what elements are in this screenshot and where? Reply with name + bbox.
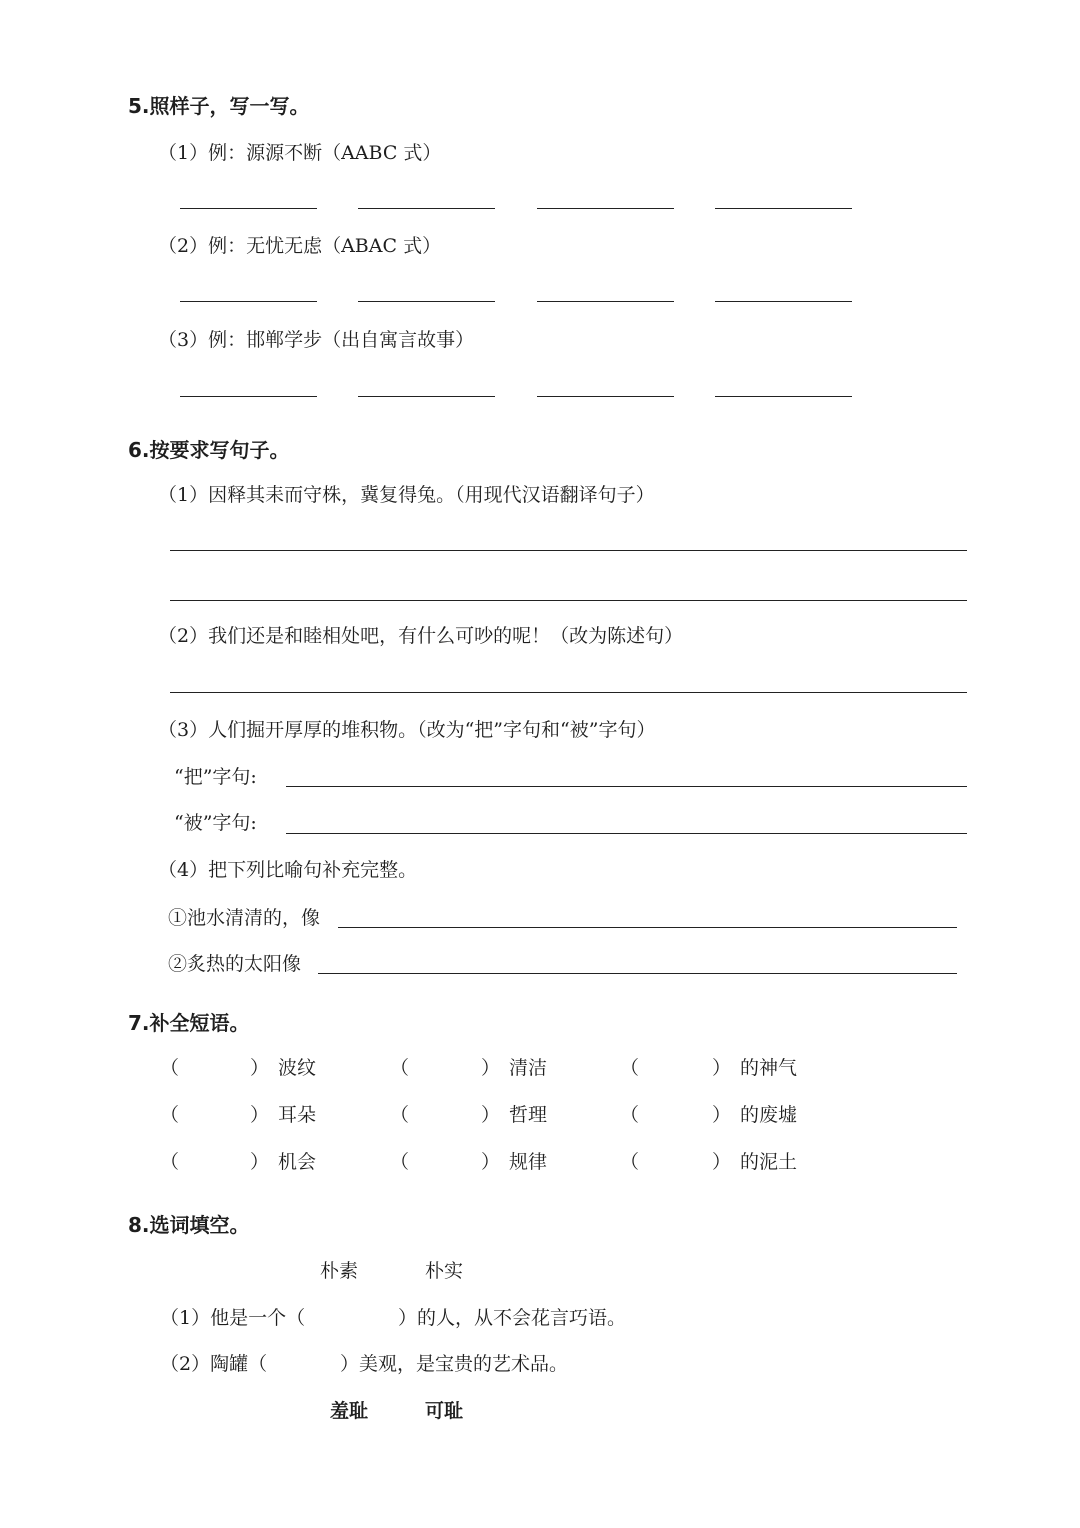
q6-item-1: （1）因释其耒而守株，冀复得兔。（用现代汉语翻译句子） bbox=[158, 484, 655, 506]
answer-blank[interactable] bbox=[180, 396, 317, 397]
paren-close: ） bbox=[250, 1104, 270, 1126]
paren-open: （ bbox=[620, 1104, 640, 1126]
q6-title: 6.按要求写句子。 bbox=[128, 438, 290, 462]
phrase-word: 哲理 bbox=[509, 1104, 548, 1126]
paren-open: （ bbox=[390, 1151, 410, 1173]
paren-open: （ bbox=[160, 1104, 180, 1126]
simile-1-line[interactable] bbox=[338, 927, 957, 928]
q8-sentence-1-end: ）的人，从不会花言巧语。 bbox=[398, 1307, 627, 1329]
answer-blank[interactable] bbox=[537, 301, 674, 302]
answer-line[interactable] bbox=[170, 600, 967, 601]
paren-close: ） bbox=[481, 1104, 501, 1126]
paren-close: ） bbox=[481, 1151, 501, 1173]
answer-blank[interactable] bbox=[180, 301, 317, 302]
q5-item-3-label: （3）例：邯郸学步（出自寓言故事） bbox=[158, 329, 475, 351]
q6-item-2: （2）我们还是和睦相处吧，有什么可吵的呢！（改为陈述句） bbox=[158, 625, 684, 647]
phrase-word: 的神气 bbox=[740, 1057, 798, 1079]
word-choice: 朴实 bbox=[425, 1260, 464, 1282]
phrase-word: 波纹 bbox=[278, 1057, 317, 1079]
phrase-word: 清洁 bbox=[509, 1057, 548, 1079]
answer-blank[interactable] bbox=[715, 396, 852, 397]
simile-2-line[interactable] bbox=[318, 973, 957, 974]
answer-blank[interactable] bbox=[358, 301, 495, 302]
answer-blank[interactable] bbox=[180, 208, 317, 209]
simile-1-label: ①池水清清的，像 bbox=[168, 907, 321, 929]
simile-2-label: ②炙热的太阳像 bbox=[168, 953, 302, 975]
q6-item-3: （3）人们掘开厚厚的堆积物。（改为“把”字句和“被”字句） bbox=[158, 719, 656, 741]
word-choice: 可耻 bbox=[425, 1400, 464, 1422]
paren-open: （ bbox=[390, 1104, 410, 1126]
q8-sentence-2-start: （2）陶罐（ bbox=[160, 1353, 268, 1375]
phrase-word: 的泥土 bbox=[740, 1151, 798, 1173]
paren-close: ） bbox=[712, 1057, 732, 1079]
phrase-word: 规律 bbox=[509, 1151, 548, 1173]
ba-sentence-line[interactable] bbox=[286, 786, 967, 787]
answer-blank[interactable] bbox=[537, 396, 674, 397]
paren-close: ） bbox=[481, 1057, 501, 1079]
answer-blank[interactable] bbox=[537, 208, 674, 209]
phrase-word: 机会 bbox=[278, 1151, 317, 1173]
answer-blank[interactable] bbox=[358, 208, 495, 209]
word-choice: 朴素 bbox=[320, 1260, 359, 1282]
paren-close: ） bbox=[250, 1057, 270, 1079]
paren-open: （ bbox=[160, 1151, 180, 1173]
q5-item-2-label: （2）例：无忧无虑（ABAC 式） bbox=[158, 235, 442, 257]
answer-blank[interactable] bbox=[358, 396, 495, 397]
q5-item-1-label: （1）例：源源不断（AABC 式） bbox=[158, 142, 442, 164]
paren-open: （ bbox=[620, 1151, 640, 1173]
answer-blank[interactable] bbox=[715, 208, 852, 209]
ba-sentence-label: “把”字句: bbox=[174, 766, 257, 788]
paren-open: （ bbox=[390, 1057, 410, 1079]
q8-sentence-2-end: ）美观，是宝贵的艺术品。 bbox=[340, 1353, 569, 1375]
paren-open: （ bbox=[160, 1057, 180, 1079]
q7-title: 7.补全短语。 bbox=[128, 1011, 250, 1035]
phrase-word: 的废墟 bbox=[740, 1104, 798, 1126]
q6-item-4: （4）把下列比喻句补充完整。 bbox=[158, 859, 418, 881]
paren-close: ） bbox=[250, 1151, 270, 1173]
paren-close: ） bbox=[712, 1151, 732, 1173]
bei-sentence-line[interactable] bbox=[286, 833, 967, 834]
answer-line[interactable] bbox=[170, 550, 967, 551]
answer-line[interactable] bbox=[170, 692, 967, 693]
bei-sentence-label: “被”字句: bbox=[174, 812, 257, 834]
paren-open: （ bbox=[620, 1057, 640, 1079]
answer-blank[interactable] bbox=[715, 301, 852, 302]
word-choice: 羞耻 bbox=[330, 1400, 369, 1422]
q5-title: 5.照样子，写一写。 bbox=[128, 94, 310, 118]
q8-sentence-1-start: （1）他是一个（ bbox=[160, 1307, 306, 1329]
paren-close: ） bbox=[712, 1104, 732, 1126]
q8-title: 8.选词填空。 bbox=[128, 1213, 250, 1237]
phrase-word: 耳朵 bbox=[278, 1104, 317, 1126]
